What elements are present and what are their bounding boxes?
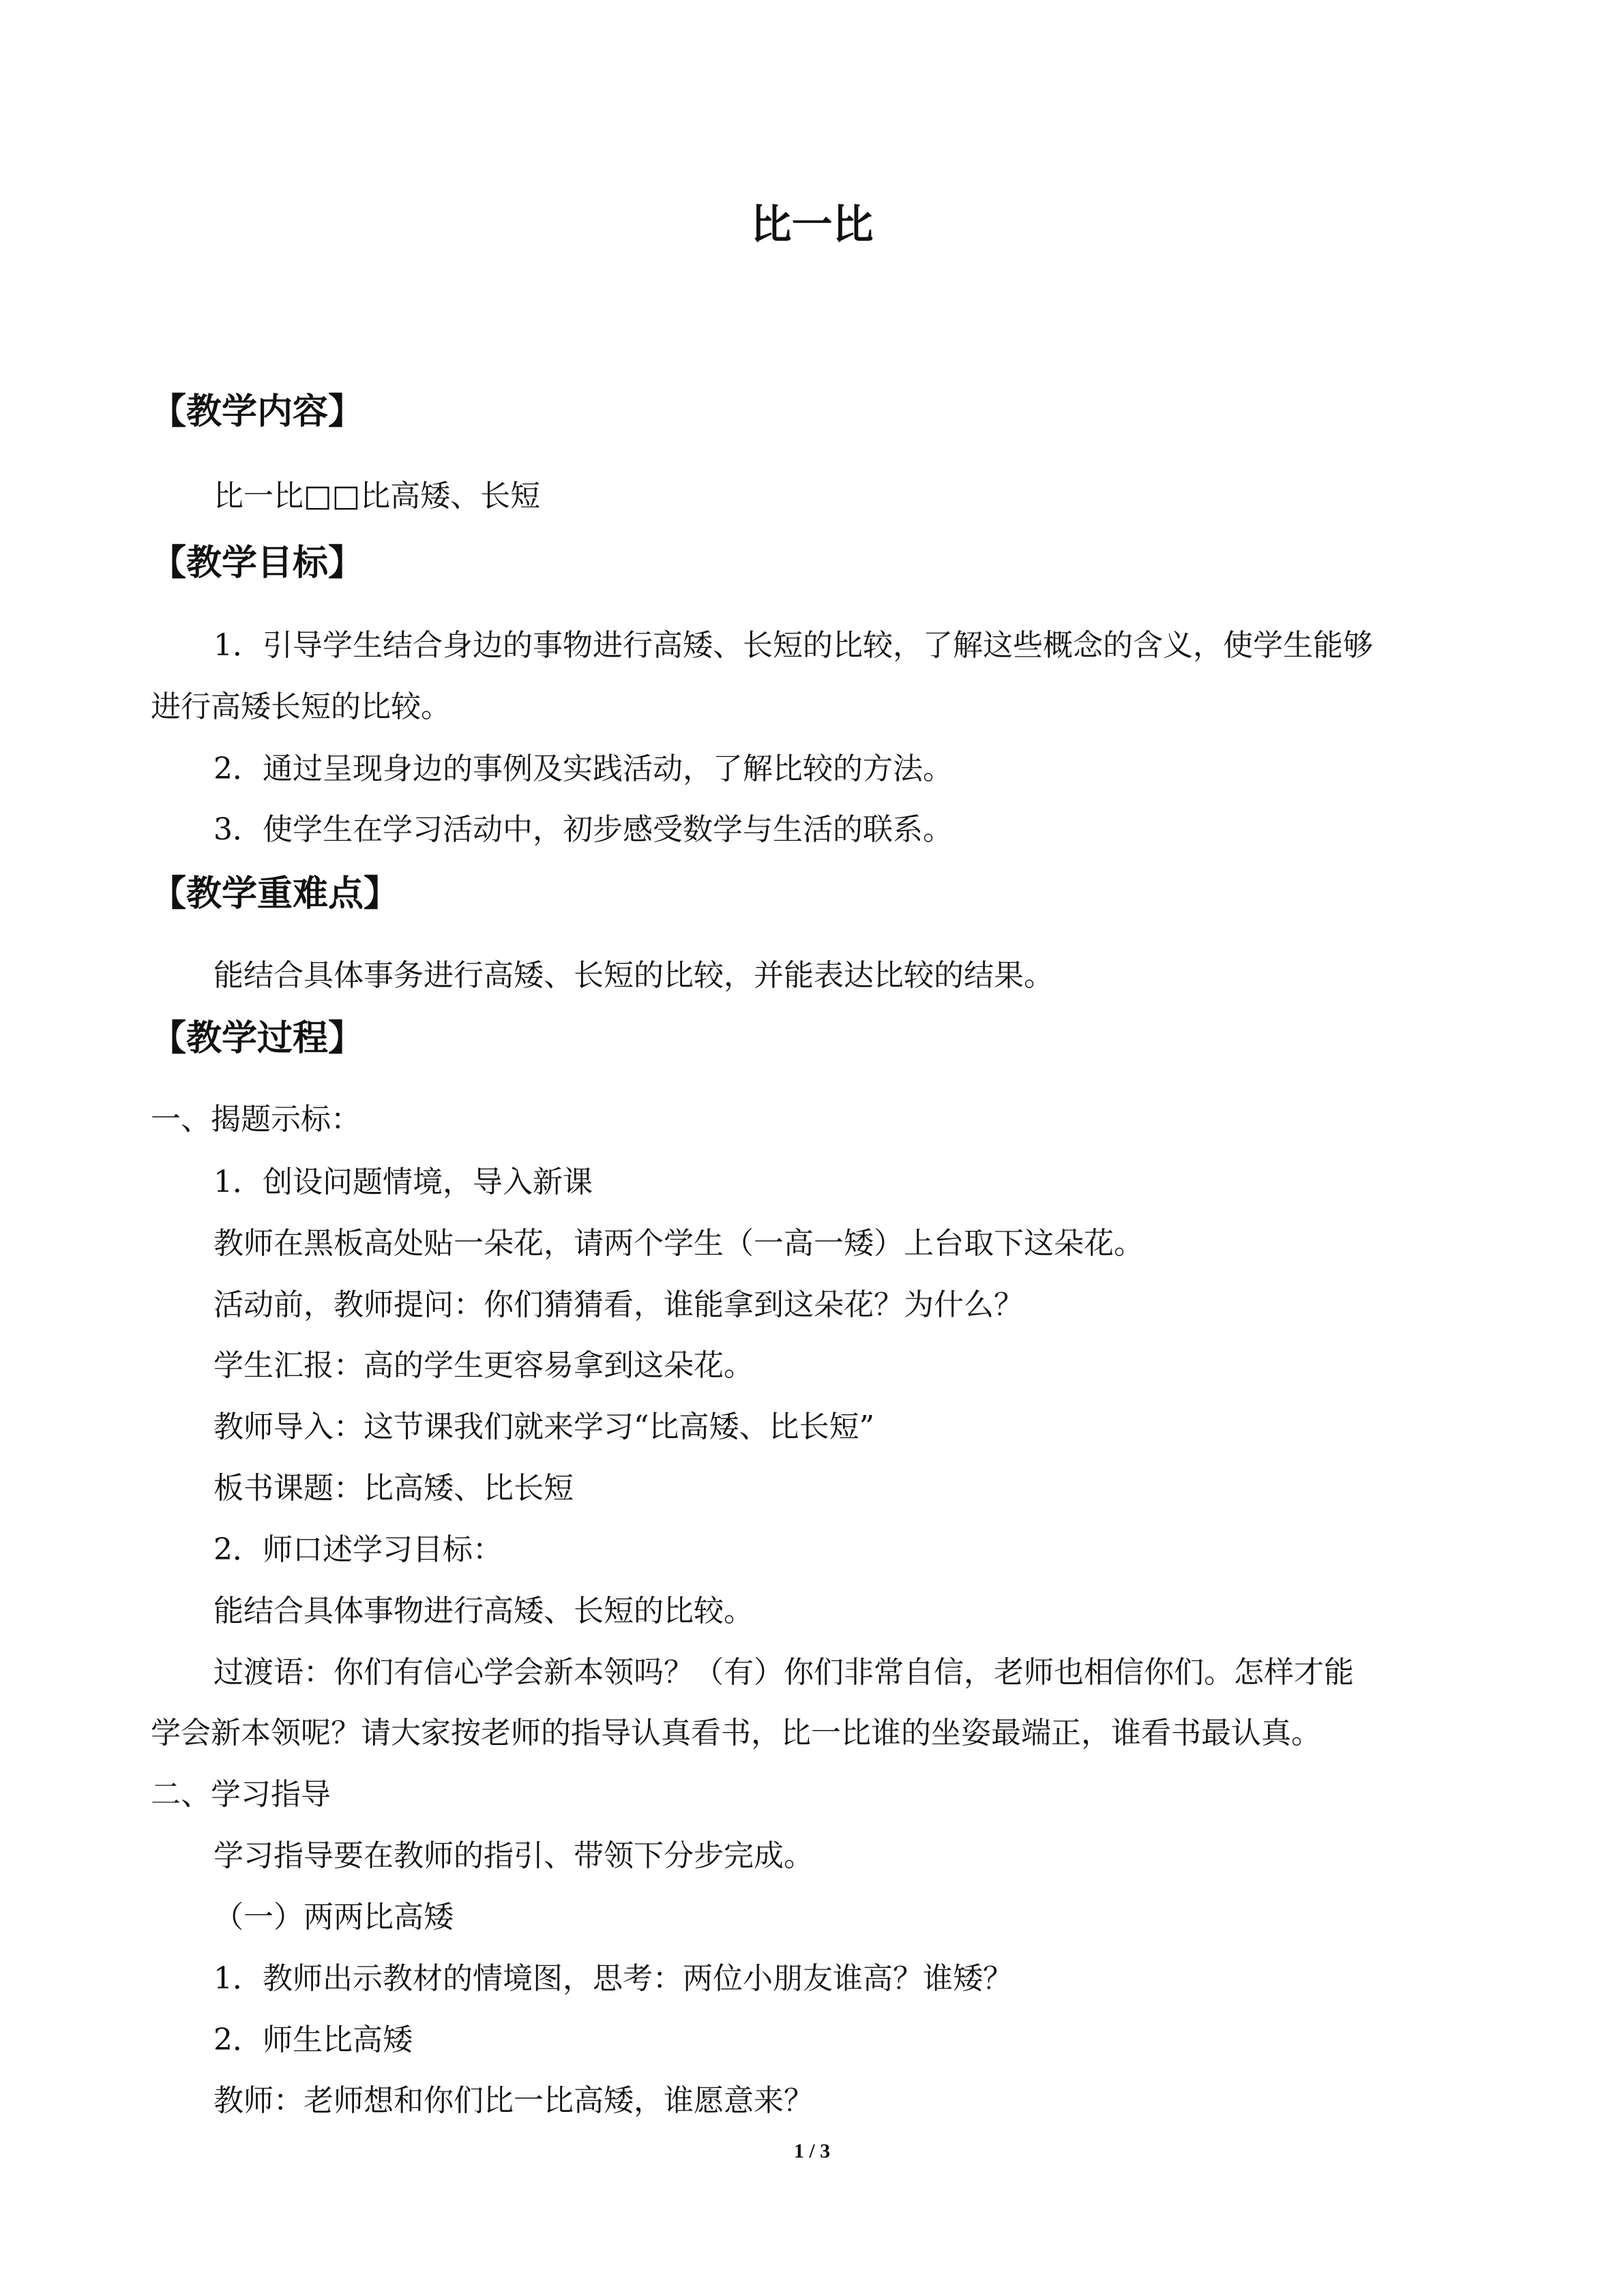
paragraph: 2．师生比高矮 bbox=[213, 2023, 413, 2057]
paragraph: 学生汇报：高的学生更容易拿到这朵花。 bbox=[213, 1348, 754, 1383]
section-heading-process: 【教学过程】 bbox=[151, 1018, 364, 1059]
paragraph: 过渡语：你们有信心学会新本领吗？（有）你们非常自信，老师也相信你们。怎样才能 bbox=[213, 1655, 1354, 1690]
paragraph: 1．引导学生结合身边的事物进行高矮、长短的比较，了解这些概念的含义，使学生能够 bbox=[213, 628, 1373, 663]
paragraph: 活动前，教师提问：你们猜猜看，谁能拿到这朵花？为什么？ bbox=[213, 1287, 1024, 1322]
subsection-title: 二、学习指导 bbox=[151, 1777, 331, 1812]
paragraph: 教师在黑板高处贴一朵花，请两个学生（一高一矮）上台取下这朵花。 bbox=[213, 1226, 1144, 1261]
page-title: 比一比 bbox=[750, 201, 874, 249]
paragraph: 教师：老师想和你们比一比高矮，谁愿意来？ bbox=[213, 2083, 814, 2118]
paragraph: 比一比□□比高矮、长短 bbox=[213, 479, 541, 513]
subsection-title: 一、揭题示标： bbox=[151, 1102, 361, 1137]
paragraph: 能结合具体事务进行高矮、长短的比较，并能表达比较的结果。 bbox=[213, 958, 1054, 993]
section-heading-content: 【教学内容】 bbox=[151, 391, 364, 432]
paragraph: 1．教师出示教材的情境图，思考：两位小朋友谁高？谁矮？ bbox=[213, 1961, 1013, 1996]
paragraph: 进行高矮长短的比较。 bbox=[151, 689, 451, 724]
paragraph: 2．通过呈现身边的事例及实践活动，了解比较的方法。 bbox=[213, 751, 953, 786]
page-number: 1 / 3 bbox=[793, 2140, 831, 2162]
section-heading-key-points: 【教学重难点】 bbox=[151, 874, 400, 914]
paragraph: 能结合具体事物进行高矮、长短的比较。 bbox=[213, 1594, 754, 1628]
paragraph: 教师导入：这节课我们就来学习“比高矮、比长短” bbox=[213, 1410, 874, 1444]
paragraph: 3．使学生在学习活动中，初步感受数学与生活的联系。 bbox=[213, 812, 953, 847]
paragraph: 学会新本领呢？请大家按老师的指导认真看书，比一比谁的坐姿最端正，谁看书最认真。 bbox=[151, 1716, 1321, 1750]
section-heading-objectives: 【教学目标】 bbox=[151, 543, 364, 584]
paragraph: （一）两两比高矮 bbox=[213, 1900, 454, 1935]
paragraph: 2．师口述学习目标： bbox=[213, 1532, 503, 1567]
paragraph: 学习指导要在教师的指引、带领下分步完成。 bbox=[213, 1838, 814, 1873]
paragraph: 板书课题：比高矮、比长短 bbox=[213, 1471, 574, 1506]
paragraph: 1．创设问题情境，导入新课 bbox=[213, 1165, 593, 1199]
